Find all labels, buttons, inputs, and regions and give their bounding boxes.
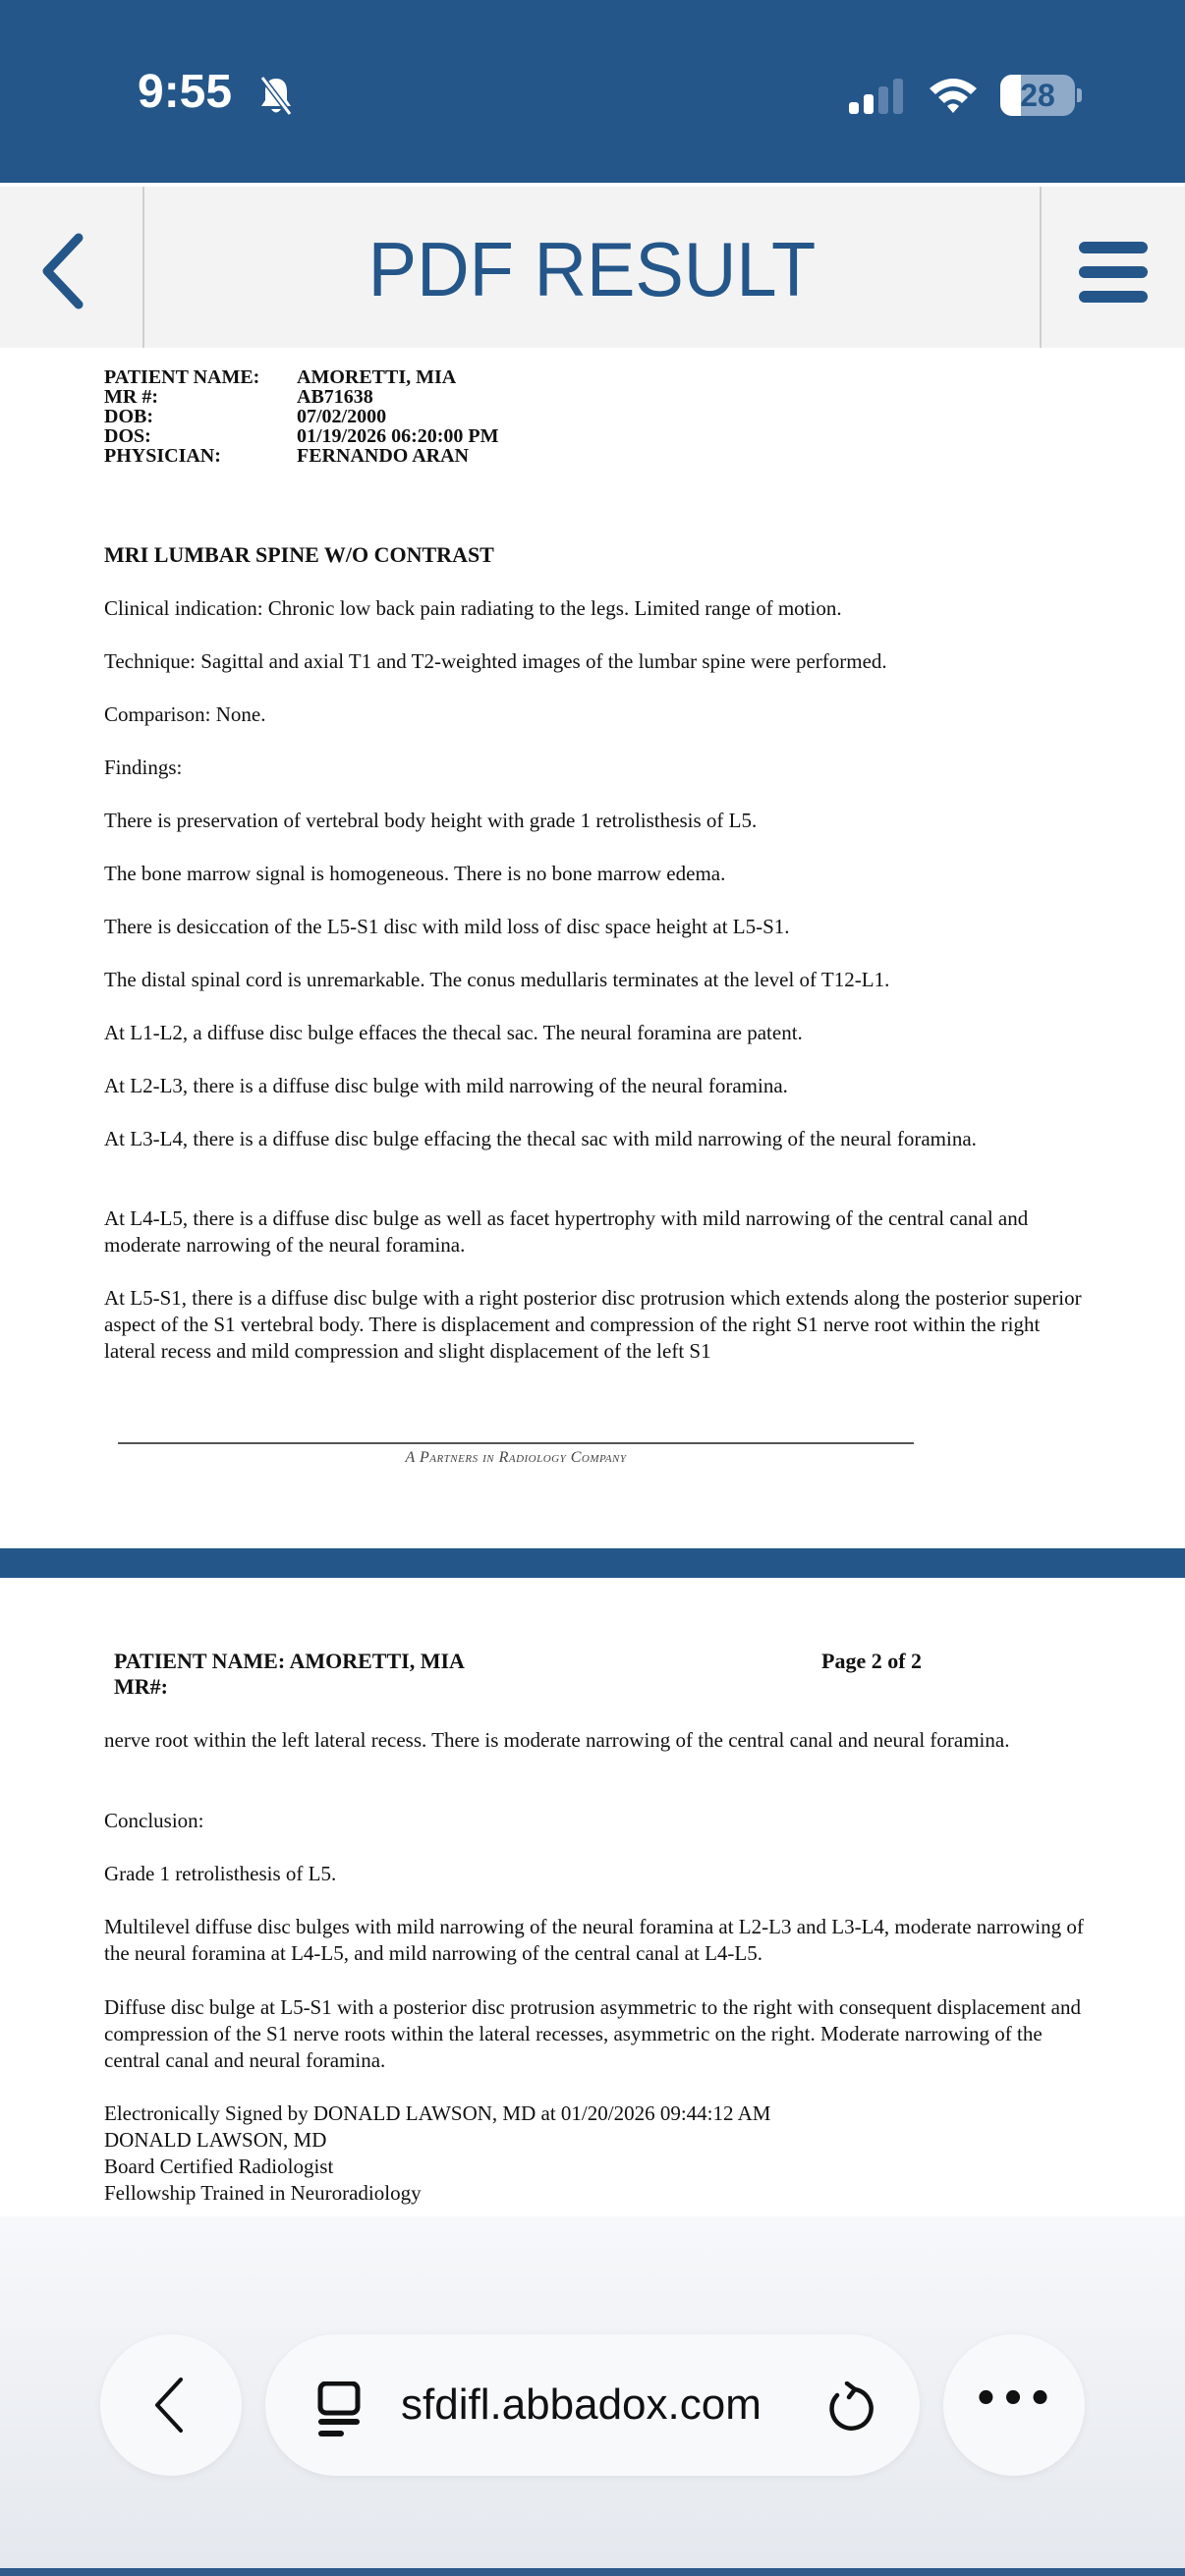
status-bar	[0, 0, 1185, 183]
patient-info-row	[104, 426, 499, 446]
patient-info-table	[104, 367, 499, 466]
report-paragraph: At L3-L4, there is a diffuse disc bulge effacing the thecal sac with mild narrowing of the neural foramina.	[104, 1127, 977, 1150]
conclusion-heading: Conclusion:	[104, 1809, 204, 1832]
report-paragraph: Comparison: None.	[104, 702, 266, 726]
patient-info-label: PATIENT NAME:	[104, 366, 260, 388]
report-paragraph: There is preservation of vertebral body height with grade 1 retrolisthesis of L5.	[104, 809, 758, 832]
signal-bar	[864, 94, 874, 114]
report-paragraph: The bone marrow signal is homogeneous. There is no bone marrow edema.	[104, 862, 726, 885]
more-options-button[interactable]	[943, 2334, 1085, 2476]
page-title: PDF RESULT	[367, 226, 817, 312]
back-button[interactable]	[0, 187, 142, 352]
findings-heading: Findings:	[104, 756, 183, 779]
page2-mr: MR#:	[114, 1674, 168, 1699]
footer-rule	[118, 1442, 914, 1444]
battery-icon	[1000, 75, 1075, 116]
patient-info-value: 01/19/2026 06:20:00 PM	[297, 425, 499, 447]
page-indicator: Page 2 of 2	[821, 1649, 923, 1673]
exam-title: MRI LUMBAR SPINE W/O CONTRAST	[104, 542, 494, 567]
report-paragraph: Clinical indication: Chronic low back pain radiating to the legs. Limited range of motion.	[104, 596, 842, 620]
report-paragraph: At L2-L3, there is a diffuse disc bulge with mild narrowing of the neural foramina.	[104, 1074, 788, 1097]
address-bar[interactable]	[265, 2334, 920, 2476]
report-paragraph: Technique: Sagittal and axial T1 and T2-weighted images of the lumbar spine were performed.	[104, 649, 887, 673]
reload-icon[interactable]	[825, 2381, 875, 2435]
battery-tip	[1077, 88, 1082, 102]
signature-line: Board Certified Radiologist	[104, 2155, 334, 2178]
wifi-icon	[928, 75, 979, 118]
conclusion-item: Multilevel diffuse disc bulges with mild narrowing of the neural foramina at L2-L3 and L3-L4, moderate narrowing of the neural foramina at L4-L5, and mild narrowing of the central canal at L4-L5.	[104, 1915, 1084, 1965]
battery-percent: 28	[1020, 78, 1055, 113]
report-paragraph: nerve root within the left lateral recess. There is moderate narrowing of the central canal and neural foramina.	[104, 1728, 1010, 1752]
browser-back-button[interactable]	[100, 2334, 242, 2476]
patient-info-row	[104, 407, 499, 426]
signal-bar	[893, 79, 903, 114]
pdf-page-1	[0, 348, 1185, 1548]
signature-line: Electronically Signed by DONALD LAWSON, MD at 01/20/2026 09:44:12 AM	[104, 2101, 771, 2125]
patient-info-row	[104, 367, 499, 387]
menu-button[interactable]	[1042, 187, 1185, 352]
patient-info-row	[104, 446, 499, 466]
page2-patient-name: PATIENT NAME: AMORETTI, MIA	[114, 1649, 465, 1673]
report-paragraph: The distal spinal cord is unremarkable. The conus medullaris terminates at the level of T12-L1.	[104, 968, 890, 991]
footer-company: A Partners in Radiology Company	[405, 1449, 627, 1466]
signature-line: Fellowship Trained in Neuroradiology	[104, 2181, 422, 2205]
patient-info-label: PHYSICIAN:	[104, 445, 221, 467]
signature-line: DONALD LAWSON, MD	[104, 2128, 327, 2152]
patient-info-value: 07/02/2000	[297, 406, 387, 427]
conclusion-item: Diffuse disc bulge at L5-S1 with a posterior disc protrusion asymmetric to the right with consequent displacement and compression of the S1 nerve roots within the lateral recesses, asymmetric on the right. Moderate narrowing of the central canal and neural foramina.	[104, 1995, 1081, 2072]
pdf-page-2	[0, 1578, 1185, 2216]
conclusion-item: Grade 1 retrolisthesis of L5.	[104, 1862, 337, 1885]
app-header	[0, 183, 1185, 348]
report-paragraph: At L4-L5, there is a diffuse disc bulge as well as facet hypertrophy with mild narrowing of the central canal and moderate narrowing of the neural foramina.	[104, 1206, 1029, 1257]
more-options-icon: •••	[973, 2377, 1055, 2422]
cellular-signal-icon	[849, 77, 908, 116]
browser-toolbar	[0, 2216, 1185, 2576]
page2-header	[114, 1649, 465, 1700]
header-divider	[142, 187, 144, 352]
patient-info-label: MR #:	[104, 386, 158, 408]
signature-block	[104, 2100, 1087, 2207]
chevron-left-icon	[39, 232, 88, 310]
patient-info-row	[104, 387, 499, 407]
reader-mode-icon[interactable]	[314, 2381, 364, 2440]
page-separator	[0, 1548, 1185, 1578]
status-time: 9:55	[138, 66, 233, 118]
report-paragraph: At L1-L2, a diffuse disc bulge effaces the thecal sac. The neural foramina are patent.	[104, 1021, 803, 1044]
signal-bar	[849, 102, 859, 114]
signal-bar	[878, 86, 888, 114]
bottom-edge-strip	[0, 2568, 1185, 2576]
patient-info-label: DOB:	[104, 406, 153, 427]
report-paragraph: There is desiccation of the L5-S1 disc with mild loss of disc space height at L5-S1.	[104, 915, 790, 938]
patient-info-value: AMORETTI, MIA	[297, 366, 457, 388]
report-paragraph: At L5-S1, there is a diffuse disc bulge with a right posterior disc protrusion which extends along the posterior superior aspect of the S1 vertebral body. There is displacement and compression of the right S1 nerve root within the right lateral recess and mild compression and slight displacement of the left S1	[104, 1286, 1082, 1363]
patient-info-value: AB71638	[297, 386, 373, 408]
url-text[interactable]: sfdifl.abbadox.com	[401, 2380, 762, 2429]
chevron-left-icon	[149, 2376, 189, 2435]
patient-info-value: FERNANDO ARAN	[297, 445, 469, 467]
bell-slash-icon	[254, 73, 299, 118]
patient-info-label: DOS:	[104, 425, 151, 447]
